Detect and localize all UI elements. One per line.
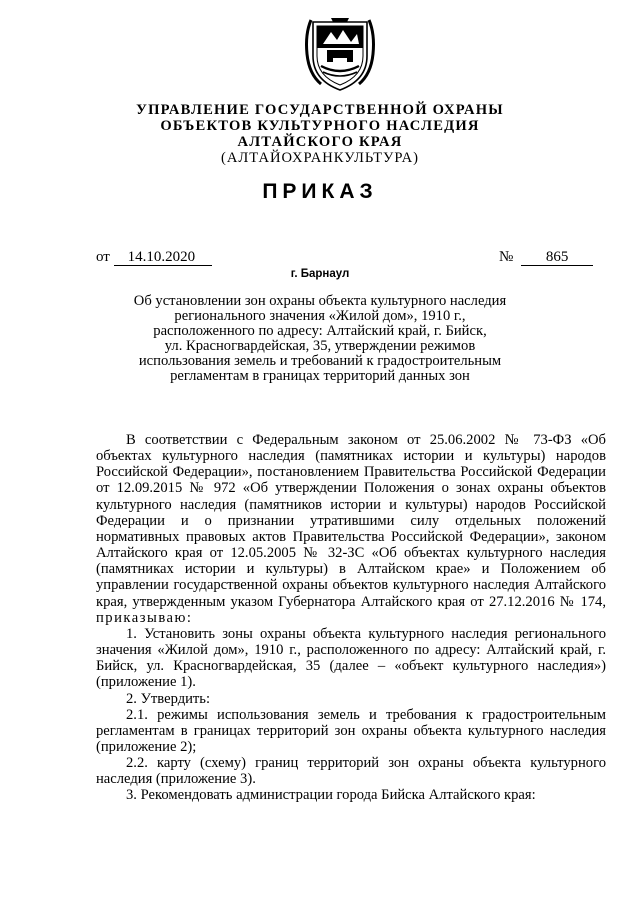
item-2-2: 2.2. карту (схему) границ территорий зон охраны объекта культурного наследия (приложение 3). [96,755,606,788]
subject-line-1: Об установлении зон охраны объекта культурного наследия [133,293,507,309]
date-prefix: от [96,249,110,265]
item-3: 3. Рекомендовать администрации города Бийска Алтайского края: [126,787,536,804]
issue-city: г. Барнаул [290,268,350,280]
order-body [96,432,606,804]
authority-line-2: ОБЪЕКТОВ КУЛЬТУРНОГО НАСЛЕДИЯ [160,118,480,134]
date-value: 14.10.2020 [114,249,212,266]
authority-line-3: АЛТАЙСКОГО КРАЯ [237,134,403,150]
number-value: 865 [521,249,593,266]
authority-abbreviation: (АЛТАЙОХРАНКУЛЬТУРА) [220,150,420,166]
subject-line-3: расположенного по адресу: Алтайский край, г. Бийск, [153,323,487,339]
preamble-text: В соответствии с Федеральным законом от 25.06.2002 № 73-ФЗ «Об объектах культурного наследия (памятниках истории и культуры) народов Российской Федерации», постановлением Правительства Российской Федерации от 12.09.2015 № 972 «Об утверждении Положения о зонах охраны объектов культурного наследия (памятников истории и культуры) народов Российской Федерации и о признании утратившими силу отдельных положений нормативных правовых актов Правительства Российской Федерации», законом Алтайского края от 12.05.2005 № 32-ЗС «Об объектах культурного наследия (памятниках истории и культуры) в Алтайском крае» и Положением об управлении государственной охраны объектов культурного наследия Алтайского края, утвержденным указом Губернатора Алтайского края от 27.12.2016 № 174, [96,432,606,610]
subject-line-2: регионального значения «Жилой дом», 1910 г., [174,308,466,324]
order-date [96,249,212,266]
coat-of-arms-emblem [301,14,379,94]
issuing-authority [0,102,640,166]
authority-line-1: УПРАВЛЕНИЕ ГОСУДАРСТВЕННОЙ ОХРАНЫ [136,102,504,118]
document-title: ПРИКАЗ [262,180,378,203]
subject-line-4: ул. Красногвардейская, 35, утверждении режимов [164,338,476,354]
item-2: 2. Утвердить: [126,690,211,707]
subject-line-5: использования земель и требований к градостроительным [138,353,502,369]
order-number [499,249,593,266]
item-2-1: 2.1. режимы использования земель и требования к градостроительным регламентам в границах территорий зон охраны объекта культурного наследия (приложение 2); [96,706,606,755]
item-1: 1. Установить зоны охраны объекта культурного наследия регионального значения «Жилой дом», 1910 г., расположенного по адресу: Алтайский край, г. Бийск, ул. Красногвардейская, 35 (далее – «объект культурного наследия») (приложение 1). [96,625,606,691]
preamble-paragraph [96,432,606,626]
subject-line-6: регламентам в границах территорий данных зон [170,368,470,384]
number-prefix: № [499,249,514,265]
order-subject [0,294,640,384]
decree-word: приказываю: [96,609,193,626]
